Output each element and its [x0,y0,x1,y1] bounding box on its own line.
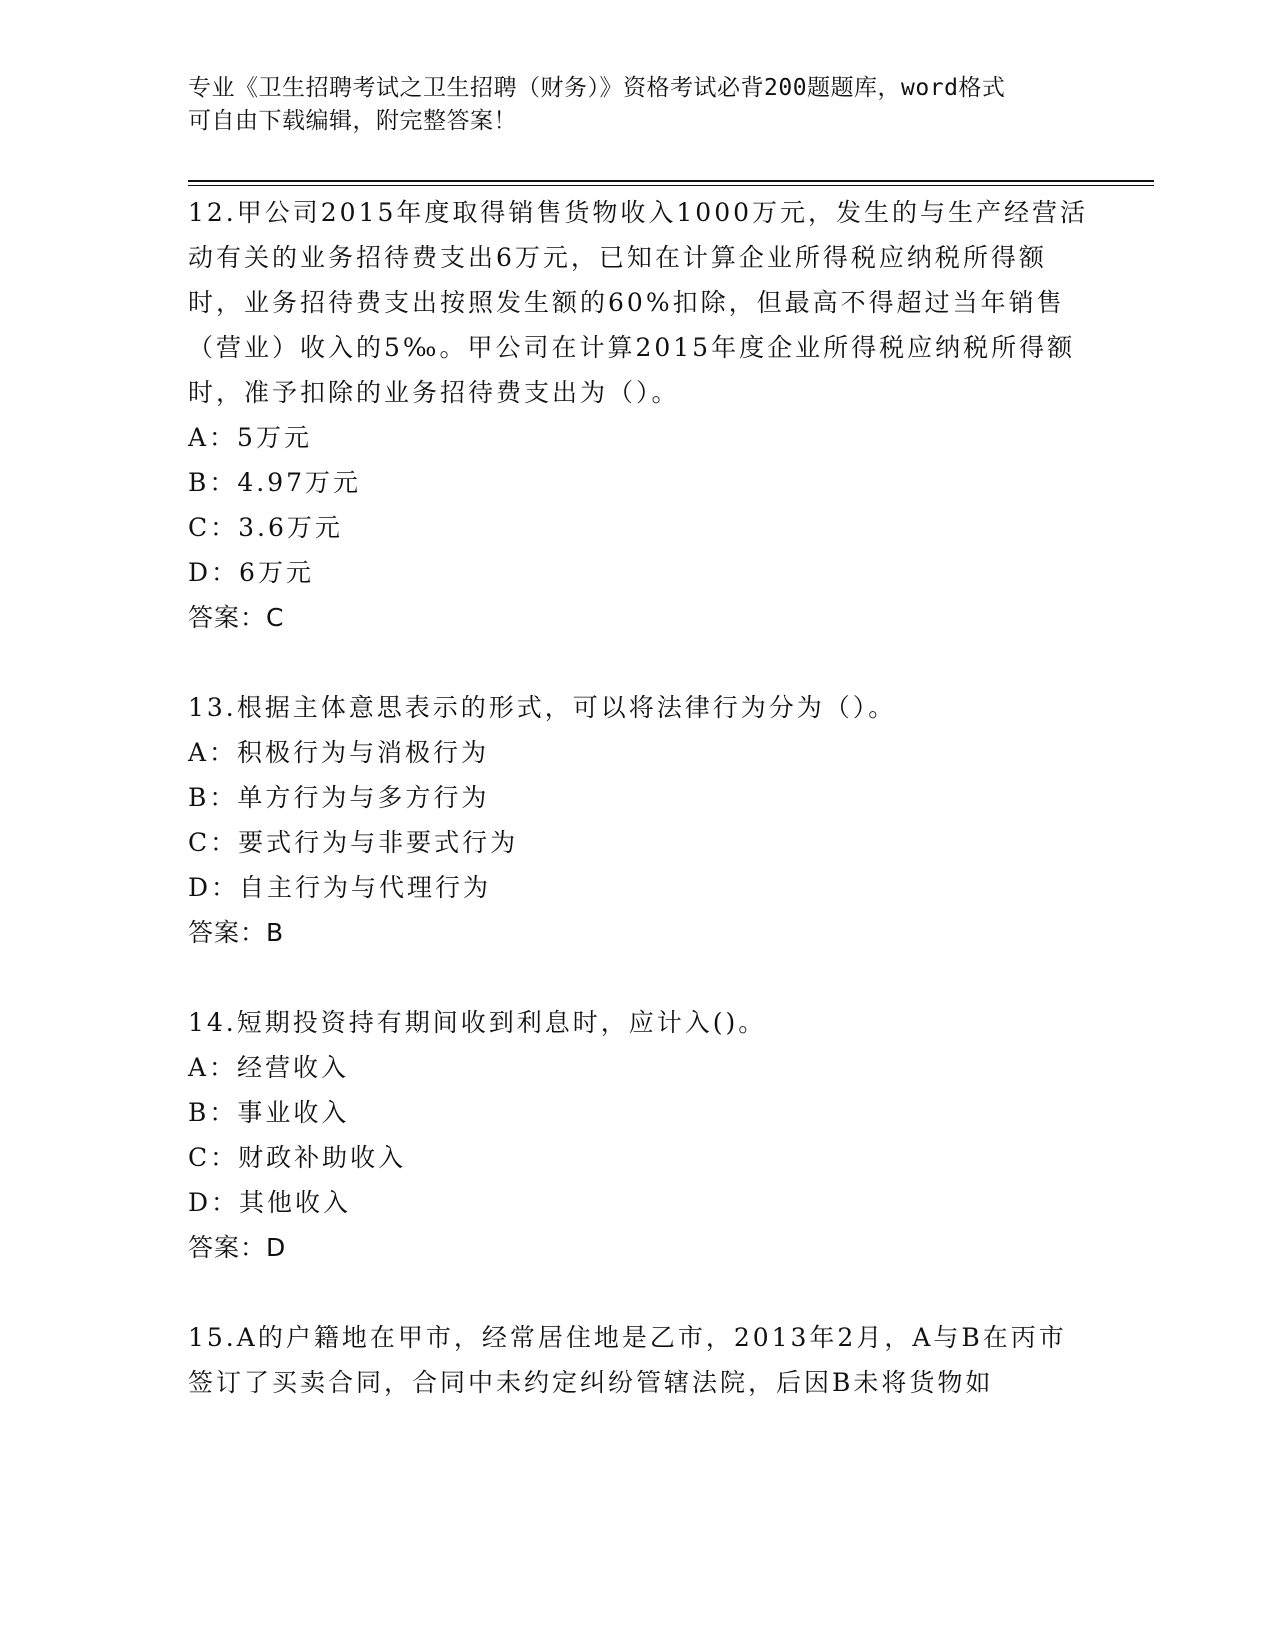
question-list [188,190,1088,1450]
option-b: B：4.97万元 [188,468,362,497]
header-line-1: 专业《卫生招聘考试之卫生招聘（财务）》资格考试必背200题题库，word格式 [188,75,1006,101]
question-text: 14.短期投资持有期间收到利息时，应计入()。 [188,1008,767,1037]
option-b: B：事业收入 [188,1098,350,1127]
option-b: B：单方行为与多方行为 [188,783,490,812]
question-14 [188,1000,1088,1270]
question-15 [188,1315,1088,1405]
answer-label: 答案：B [188,918,285,947]
question-13 [188,685,1088,955]
option-a: A：积极行为与消极行为 [188,738,490,767]
option-c: C：3.6万元 [188,513,343,542]
header-divider [188,180,1154,186]
question-text: 15.A的户籍地在甲市，经常居住地是乙市，2013年2月，A与B在丙市签订了买卖合同，合同中未约定纠纷管辖法院，后因B未将货物如 [188,1323,1067,1397]
option-c: C：财政补助收入 [188,1143,407,1172]
option-c: C：要式行为与非要式行为 [188,828,519,857]
option-d: D：6万元 [188,558,314,587]
header-line-2: 可自由下载编辑，附完整答案！ [188,108,517,134]
option-d: D：其他收入 [188,1188,352,1217]
option-a: A：经营收入 [188,1053,350,1082]
question-text: 13.根据主体意思表示的形式，可以将法律行为分为（）。 [188,693,897,722]
option-d: D：自主行为与代理行为 [188,873,492,902]
document-header [188,72,1088,138]
option-a: A：5万元 [188,423,312,452]
question-text: 12.甲公司2015年度取得销售货物收入1000万元，发生的与生产经营活动有关的业务招待费支出6万元，已知在计算企业所得税应纳税所得额时，业务招待费支出按照发生额的60%扣除，但最高不得超过当年销售（营业）收入的5‰。甲公司在计算2015年度企业所得税应纳税所得额时，准予扣除的业务招待费支出为（）。 [188,198,1089,407]
answer-label: 答案：D [188,1233,287,1262]
question-12 [188,190,1088,640]
answer-label: 答案：C [188,603,285,632]
